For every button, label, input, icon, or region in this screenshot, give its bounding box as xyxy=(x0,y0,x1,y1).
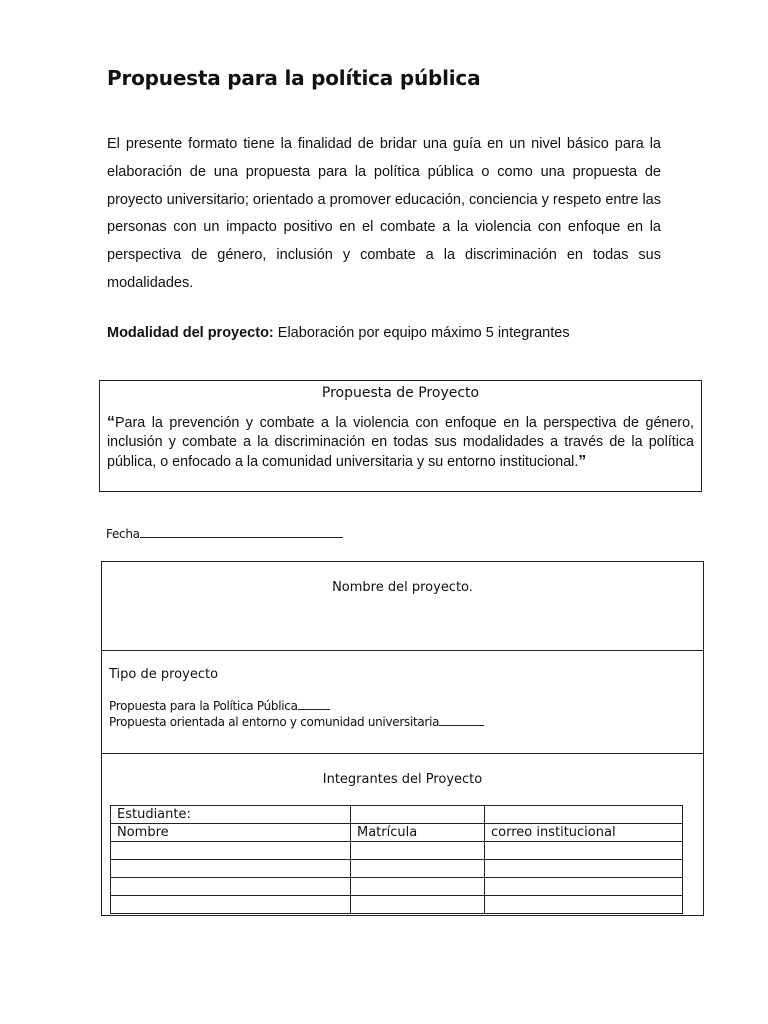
date-label: Fecha xyxy=(106,527,140,541)
project-modality xyxy=(107,325,570,341)
table-cell-nombre[interactable] xyxy=(111,860,351,878)
date-blank-line[interactable] xyxy=(140,526,343,538)
option-blank-line[interactable] xyxy=(298,698,330,710)
date-field xyxy=(106,526,343,541)
intro-paragraph: El presente formato tiene la finalidad de bridar una guía en un nivel básico para la elaboración de una propuesta para la política pública o como una propuesta de proyecto universitario; orientado a promover educación, conciencia y respeto entre las personas con un impacto positivo en el combate a la violencia con enfoque en la perspectiva de género, inclusión y combate a la discriminación en todas sus modalidades. xyxy=(107,136,661,291)
members-table xyxy=(110,805,683,914)
table-row xyxy=(111,878,683,896)
table-cell-matricula[interactable] xyxy=(351,896,485,914)
project-name-section[interactable] xyxy=(102,562,703,651)
project-type-option-label: Propuesta orientada al entorno y comunidad universitaria xyxy=(109,715,440,729)
project-name-heading: Nombre del proyecto. xyxy=(332,580,473,595)
modality-label: Modalidad del proyecto: xyxy=(107,325,274,341)
table-cell-matricula[interactable] xyxy=(351,860,485,878)
table-cell xyxy=(351,806,485,824)
table-cell-nombre[interactable] xyxy=(111,878,351,896)
student-group-label: Estudiante: xyxy=(111,806,351,824)
modality-value: Elaboración por equipo máximo 5 integrantes xyxy=(273,325,570,341)
table-cell-matricula[interactable] xyxy=(351,842,485,860)
project-type-section xyxy=(102,651,703,754)
table-cell-nombre[interactable] xyxy=(111,842,351,860)
page-title: Propuesta para la política pública xyxy=(107,66,481,90)
table-cell-correo[interactable] xyxy=(485,896,683,914)
table-cell-correo[interactable] xyxy=(485,878,683,896)
proposal-statement: Para la prevención y combate a la violencia con enfoque en la perspectiva de género, inclusión y combate a la discriminación en todas sus modalidades a través de la política pública, o enfocado a la comunidad universitaria y su entorno institucional. xyxy=(107,415,694,470)
proposal-box-title: Propuesta de Proyecto xyxy=(321,385,480,401)
table-header-row xyxy=(111,824,683,842)
table-row xyxy=(111,842,683,860)
table-group-row xyxy=(111,806,683,824)
column-header-matricula: Matrícula xyxy=(351,824,485,842)
proposal-box-text xyxy=(107,413,694,472)
project-type-heading: Tipo de proyecto xyxy=(109,667,219,682)
table-cell-matricula[interactable] xyxy=(351,878,485,896)
table-cell xyxy=(485,806,683,824)
table-row xyxy=(111,896,683,914)
project-type-options xyxy=(109,698,703,730)
open-quote: “ xyxy=(107,414,115,431)
table-cell-correo[interactable] xyxy=(485,860,683,878)
project-type-option xyxy=(109,714,703,730)
table-row xyxy=(111,860,683,878)
project-form xyxy=(101,561,704,916)
members-section xyxy=(102,754,703,915)
proposal-box xyxy=(99,380,702,492)
option-blank-line[interactable] xyxy=(439,714,484,726)
table-cell-correo[interactable] xyxy=(485,842,683,860)
column-header-correo: correo institucional xyxy=(485,824,683,842)
column-header-nombre: Nombre xyxy=(111,824,351,842)
project-type-option xyxy=(109,698,703,714)
table-cell-nombre[interactable] xyxy=(111,896,351,914)
close-quote: ” xyxy=(578,453,587,470)
members-heading: Integrantes del Proyecto xyxy=(322,772,483,787)
project-type-option-label: Propuesta para la Política Pública xyxy=(109,699,298,713)
